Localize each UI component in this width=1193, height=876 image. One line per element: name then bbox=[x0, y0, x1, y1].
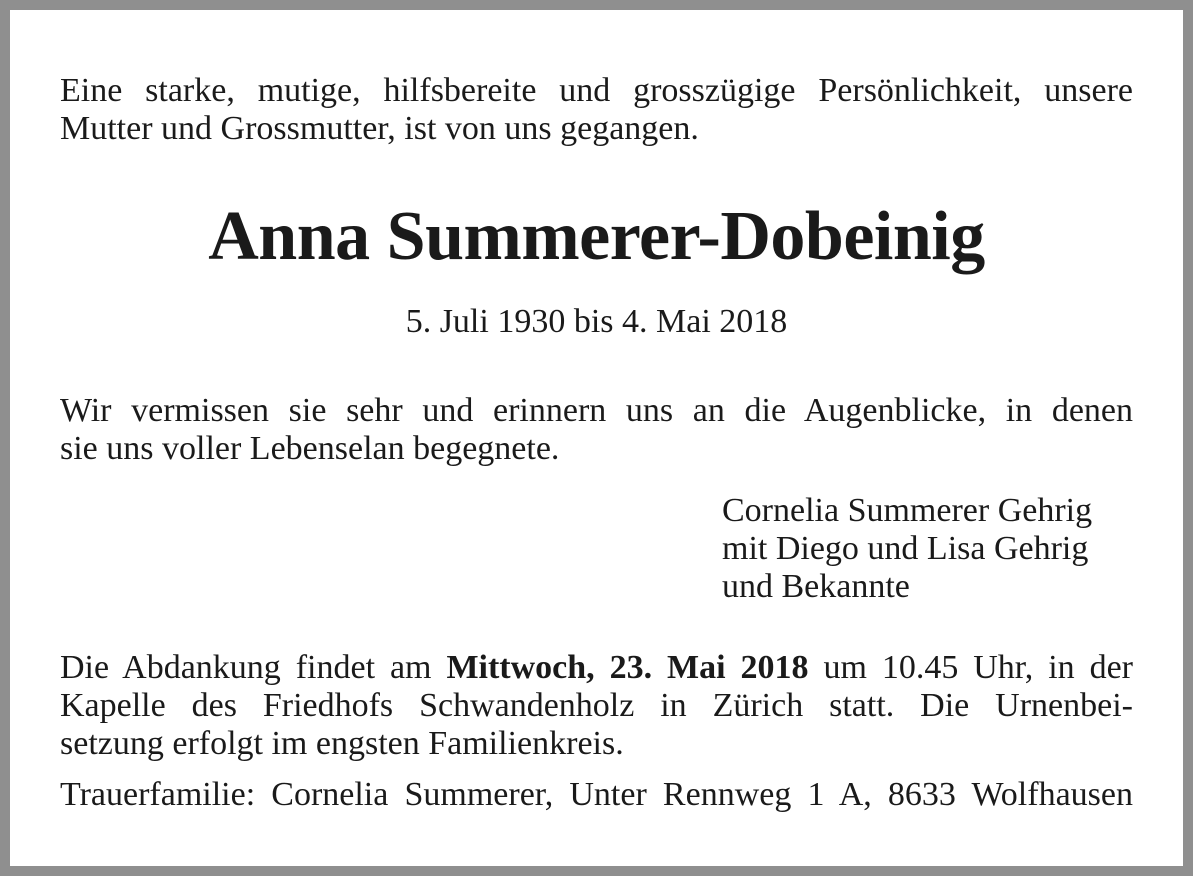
memory-paragraph bbox=[60, 392, 1133, 468]
signers-block bbox=[722, 492, 1092, 606]
service-paragraph bbox=[60, 649, 1133, 763]
life-dates: 5. Juli 1930 bis 4. Mai 2018 bbox=[405, 303, 788, 340]
service-text: Die Abdankung findet am bbox=[60, 649, 447, 686]
service-line-1 bbox=[60, 649, 1133, 687]
memory-line-1: Wir vermissen sie sehr und erinnern uns an die Augenblicke, in denen bbox=[60, 392, 1133, 429]
service-line-3: setzung erfolgt im engsten Familienkreis. bbox=[60, 725, 624, 762]
memory-line-2: sie uns voller Lebenselan begegnete. bbox=[60, 430, 560, 467]
intro-line-2: Mutter und Grossmutter, ist von uns gegangen. bbox=[60, 110, 699, 147]
service-date: Mittwoch, 23. Mai 2018 bbox=[446, 649, 809, 686]
service-time: um 10.45 Uhr, in der bbox=[808, 649, 1133, 686]
signer-line: und Bekannte bbox=[722, 568, 910, 605]
intro-paragraph bbox=[60, 72, 1133, 148]
deceased-name: Anna Summerer-Dobeinig bbox=[208, 198, 985, 275]
family-contact: Trauerfamilie: Cornelia Summerer, Unter Rennweg 1 A, 8633 Wolfhausen bbox=[60, 776, 1133, 813]
signer-line: Cornelia Summerer Gehrig bbox=[722, 492, 1093, 529]
family-contact-paragraph bbox=[60, 776, 1133, 814]
obituary-content bbox=[60, 10, 1133, 866]
signer-line: mit Diego und Lisa Gehrig bbox=[722, 530, 1089, 567]
intro-line-1: Eine starke, mutige, hilfsbereite und grosszügige Persönlichkeit, unsere bbox=[60, 72, 1133, 109]
service-line-2: Kapelle des Friedhofs Schwandenholz in Zürich statt. Die Urnenbei- bbox=[60, 687, 1133, 724]
